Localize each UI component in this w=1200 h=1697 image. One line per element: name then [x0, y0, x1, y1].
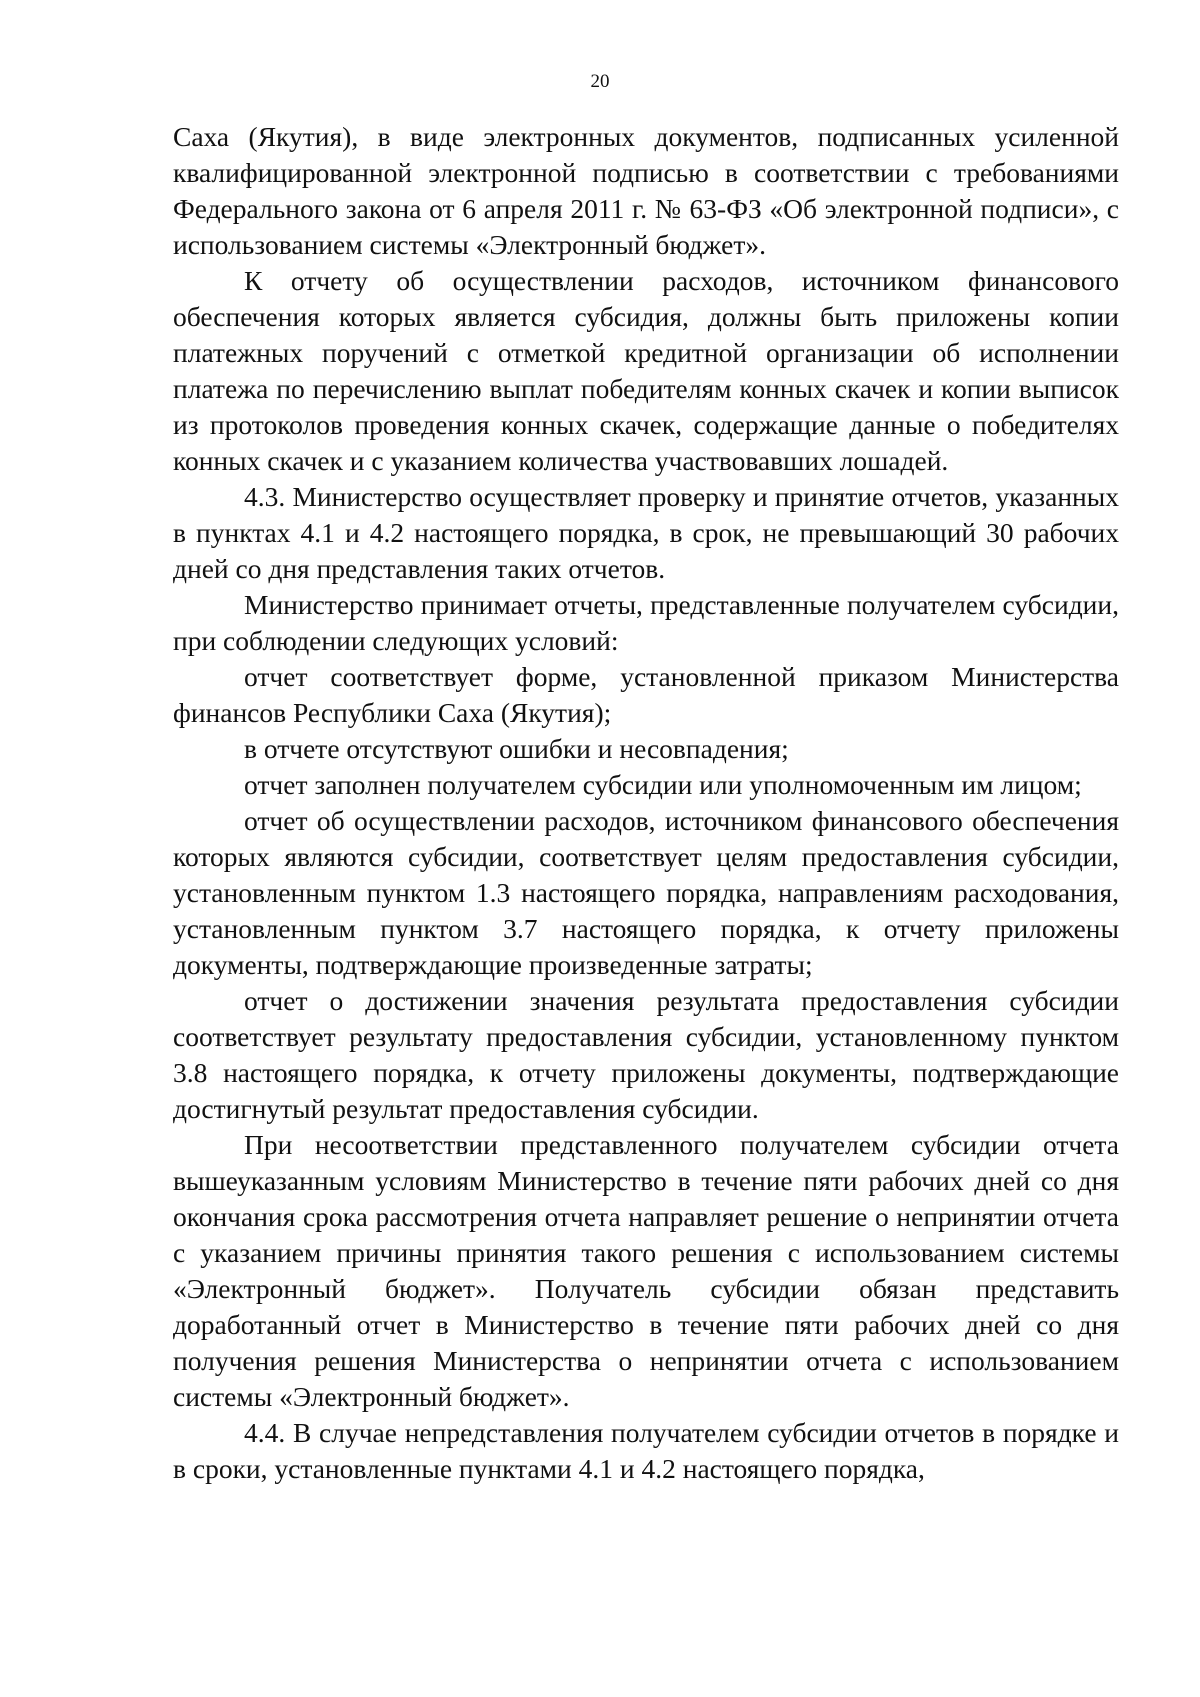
paragraph-continuation: Саха (Якутия), в виде электронных документов, подписанных усиленной квалифицированной электронной подписью в соответствии с требованиями Федерального закона от 6 апреля 2011 г. № 63-ФЗ «Об электронной подписи», с использованием системы «Электронный бюджет». [173, 121, 1119, 260]
paragraph-4-3: 4.3. Министерство осуществляет проверку и принятие отчетов, указанных в пунктах 4.1 и 4.2 настоящего порядка, в срок, не превышающий 30 рабочих дней со дня представления таких отчетов. [173, 481, 1119, 584]
paragraph-report-attachments: К отчету об осуществлении расходов, источником финансового обеспечения которых является субсидия, должны быть приложены копии платежных поручений с отметкой кредитной организации об исполнении платежа по перечислению выплат победителям конных скачек и копии выписок из протоколов проведения конных скачек, содержащие данные о победителях конных скачек и с указанием количества участвовавших лошадей. [173, 265, 1119, 476]
condition-form: отчет соответствует форме, установленной приказом Министерства финансов Республики Саха (Якутия); [173, 661, 1119, 728]
condition-expenses-report: отчет об осуществлении расходов, источником финансового обеспечения которых являются субсидии, соответствует целям предоставления субсидии, установленным пунктом 1.3 настоящего порядка, направлениям расходования, установленным пунктом 3.7 настоящего порядка, к отчету приложены документы, подтверждающие произведенные затраты; [173, 805, 1119, 980]
condition-result-report: отчет о достижении значения результата предоставления субсидии соответствует результату предоставления субсидии, установленному пунктом 3.8 настоящего порядка, к отчету приложены документы, подтверждающие достигнутый результат предоставления субсидии. [173, 985, 1119, 1124]
condition-filled-by: отчет заполнен получателем субсидии или уполномоченным им лицом; [244, 769, 1082, 800]
document-body [173, 119, 1119, 1487]
condition-no-errors: в отчете отсутствуют ошибки и несовпадения; [244, 733, 789, 764]
paragraph-acceptance-conditions: Министерство принимает отчеты, представленные получателем субсидии, при соблюдении следующих условий: [173, 589, 1119, 656]
paragraph-4-4: 4.4. В случае непредставления получателем субсидии отчетов в порядке и в сроки, установленные пунктами 4.1 и 4.2 настоящего порядка, [173, 1417, 1119, 1484]
paragraph-nonconformity: При несоответствии представленного получателем субсидии отчета вышеуказанным условиям Министерство в течение пяти рабочих дней со дня окончания срока рассмотрения отчета направляет решение о непринятии отчета с указанием причины принятия такого решения с использованием системы «Электронный бюджет». Получатель субсидии обязан представить доработанный отчет в Министерство в течение пяти рабочих дней со дня получения решения Министерства о непринятии отчета с использованием системы «Электронный бюджет». [173, 1129, 1119, 1412]
page-number: 20 [590, 71, 610, 92]
